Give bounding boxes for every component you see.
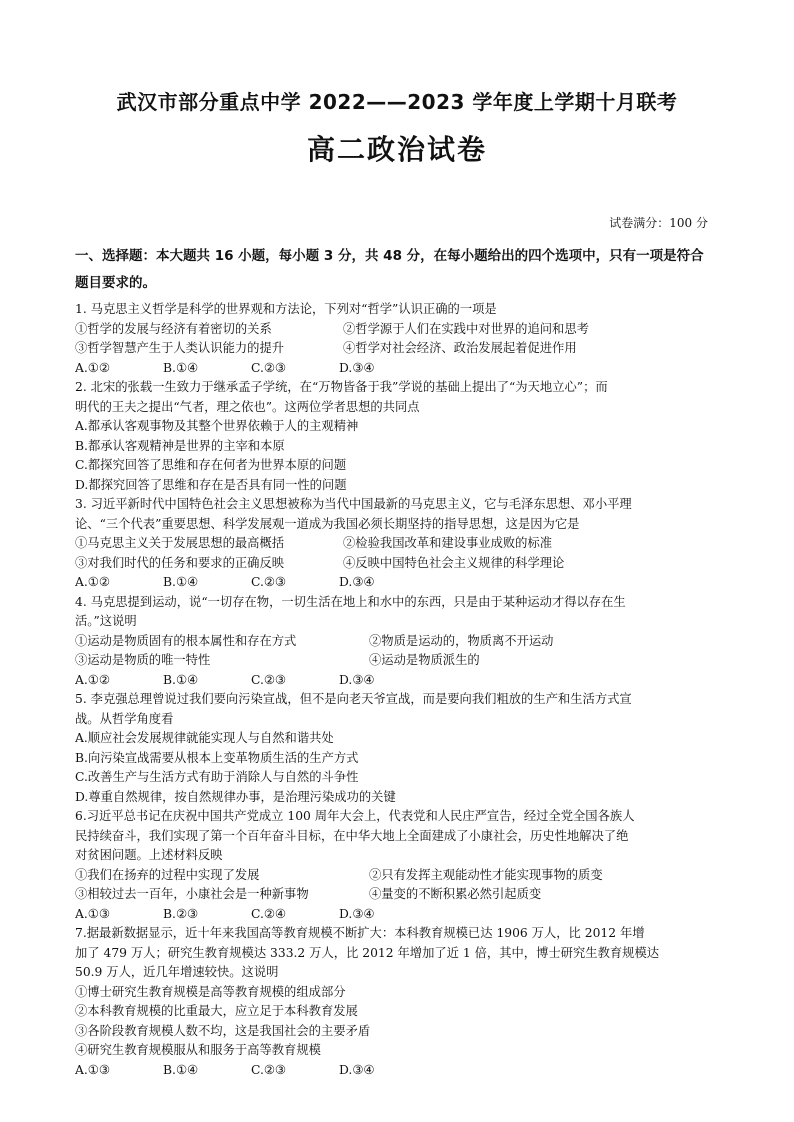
- question-6-stem-line-2: 民持续奋斗，我们实现了第一个百年奋斗目标，在中华大地上全面建成了小康社会，历史性地解决了绝: [75, 828, 629, 843]
- q5-option-d: D.尊重自然规律，按自然规律办事，是治理污染成功的关键: [75, 789, 396, 804]
- question-7-stem-line-3: 50.9 万人，近几年增速较快。这说明: [75, 965, 279, 979]
- q4-option-d: D.③④: [339, 672, 375, 687]
- question-6-statements-row-1: [75, 866, 725, 886]
- question-1-options: [75, 359, 725, 379]
- section-heading-line-2: 题目要求的。: [75, 275, 156, 291]
- q3-option-b: B.①④: [163, 575, 198, 589]
- q3-statement-1: ①马克思主义关于发展思想的最高概括: [75, 536, 285, 550]
- q7-option-d: D.③④: [339, 1062, 375, 1077]
- q1-statement-4: ④哲学对社会经济、政治发展起着促进作用: [343, 341, 577, 355]
- q1-option-c: C.②③: [251, 360, 286, 375]
- q6-statement-2: ②只有发挥主观能动性才能实现事物的质变: [369, 867, 603, 882]
- q2-option-a: A.都承认客观事物及其整个世界依赖于人的主观精神: [75, 419, 359, 433]
- q2-option-c: C.都探究回答了思维和存在何者为世界本原的问题: [75, 458, 347, 472]
- question-4-statements-row-1: [75, 632, 725, 652]
- q7-option-b: B.①④: [163, 1062, 198, 1077]
- question-3-options: [75, 573, 725, 593]
- q4-statement-2: ②物质是运动的，物质离不开运动: [369, 633, 554, 648]
- q1-statement-2: ②哲学源于人们在实践中对世界的追问和思考: [343, 321, 589, 336]
- q7-option-c: C.②③: [251, 1062, 286, 1077]
- q7-statement-1: ①博士研究生教育规模是高等教育规模的组成部分: [75, 984, 346, 999]
- q6-statement-4: ④量变的不断积累必然引起质变: [369, 887, 542, 901]
- q1-option-b: B.①④: [163, 360, 198, 375]
- q6-option-d: D.③④: [339, 906, 375, 921]
- q4-statement-4: ④运动是物质派生的: [369, 653, 480, 667]
- q3-option-c: C.②③: [251, 575, 286, 589]
- question-6-statements-row-2: [75, 885, 725, 905]
- q1-option-a: A.①②: [75, 360, 110, 375]
- q1-option-d: D.③④: [339, 360, 375, 375]
- q1-statement-3: ③哲学智慧产生于人类认识能力的提升: [75, 341, 285, 355]
- q2-option-d: D.都探究回答了思维和存在是否具有同一性的问题: [75, 477, 347, 492]
- q3-option-a: A.①②: [75, 575, 110, 589]
- question-3-stem-line-2: 论、“三个代表”重要思想、科学发展观一道成为我国必须长期坚持的指导思想，这是因为它是: [75, 516, 580, 531]
- exam-title: 武汉市部分重点中学 2022——2023 学年度上学期十月联考: [116, 90, 678, 114]
- question-5-stem-line-2: 战。从哲学角度看: [75, 711, 174, 726]
- q4-option-c: C.②③: [251, 672, 286, 687]
- q3-statement-3: ③对我们时代的任务和要求的正确反映: [75, 555, 285, 570]
- question-6-stem-line-1: 6.习近平总书记在庆祝中国共产党成立 100 周年大会上，代表党和人民庄严宣告，经过全党全国各族人: [75, 809, 635, 823]
- full-score-note: 试卷满分：100 分: [609, 216, 708, 230]
- q7-statement-4: ④研究生教育规模服从和服务于高等教育规模: [75, 1043, 321, 1057]
- q5-option-c: C.改善生产与生活方式有助于消除人与自然的斗争性: [75, 770, 359, 784]
- q3-option-d: D.③④: [339, 575, 375, 589]
- question-7-stem-line-2: 加了 479 万人；研究生教育规模达 333.2 万人，比 2012 年增加了近 1 倍，其中，博士研究生教育规模达: [75, 945, 660, 960]
- q6-option-b: B.②③: [163, 906, 198, 921]
- question-5-stem-line-1: 5. 李克强总理曾说过我们要向污染宣战，但不是向老天爷宣战，而是要向我们粗放的生产和生活方式宣: [75, 692, 632, 706]
- q1-statement-1: ①哲学的发展与经济有着密切的关系: [75, 321, 272, 336]
- q6-option-c: C.②④: [251, 906, 286, 921]
- q2-option-b: B.都承认客观精神是世界的主宰和本原: [75, 438, 285, 453]
- q4-statement-3: ③运动是物质的唯一特性: [75, 653, 211, 667]
- q5-option-b: B.向污染宣战需要从根本上变革物质生活的生产方式: [75, 750, 359, 765]
- q5-option-a: A.顺应社会发展规律就能实现人与自然和谐共处: [75, 731, 334, 745]
- question-3-statements-row-1: [75, 534, 725, 554]
- question-2-stem-line-2: 明代的王夫之提出“气者，理之依也”。这两位学者思想的共同点: [75, 399, 420, 414]
- exam-subtitle: 高二政治试卷: [306, 133, 487, 166]
- question-6-options: [75, 905, 725, 925]
- q4-option-b: B.①④: [163, 672, 198, 687]
- q7-option-a: A.①③: [75, 1062, 110, 1077]
- question-1-statements-row-2: [75, 339, 725, 359]
- q6-option-a: A.①③: [75, 906, 110, 921]
- question-3-statements-row-2: [75, 554, 725, 574]
- question-6-stem-line-3: 对贫困问题。上述材料反映: [75, 848, 223, 862]
- q7-statement-2: ②本科教育规模的比重最大，应立足于本科教育发展: [75, 1004, 358, 1018]
- section-heading-line-1: 一、选择题：本大题共 16 小题，每小题 3 分，共 48 分，在每小题给出的四个选项中，只有一项是符合: [75, 248, 704, 264]
- questions: [75, 300, 725, 1080]
- question-2-stem-line-1: 2. 北宋的张载一生致力于继承孟子学统，在“万物皆备于我”学说的基础上提出了“为天地立心”；而: [75, 380, 608, 394]
- question-4-stem-line-2: 活。”这说明: [75, 614, 137, 628]
- q4-option-a: A.①②: [75, 672, 110, 687]
- question-4-options: [75, 671, 725, 691]
- question-1-statements-row-1: [75, 320, 725, 340]
- q7-statement-3: ③各阶段教育规模人数不均，这是我国社会的主要矛盾: [75, 1023, 371, 1038]
- question-1-stem: 1. 马克思主义哲学是科学的世界观和方法论，下列对“哲学”认识正确的一项是: [75, 302, 497, 316]
- question-7-options: [75, 1061, 725, 1081]
- q3-statement-4: ④反映中国特色社会主义规律的科学理论: [343, 555, 565, 570]
- question-7-stem-line-1: 7.据最新数据显示，近十年来我国高等教育规模不断扩大：本科教育规模已达 1906 万人，比 2012 年增: [75, 926, 645, 940]
- question-4-stem-line-1: 4. 马克思提到运动，说“一切存在物，一切生活在地上和水中的东西，只是由于某种运动才得以存在生: [75, 594, 626, 609]
- question-3-stem-line-1: 3. 习近平新时代中国特色社会主义思想被称为当代中国最新的马克思主义，它与毛泽东思想、邓小平理: [75, 497, 632, 511]
- q3-statement-2: ②检验我国改革和建设事业成败的标准: [343, 536, 553, 550]
- question-4-statements-row-2: [75, 651, 725, 671]
- section-heading: [75, 243, 725, 297]
- q6-statement-3: ③相较过去一百年，小康社会是一种新事物: [75, 887, 309, 901]
- q4-statement-1: ①运动是物质固有的根本属性和存在方式: [75, 633, 297, 648]
- q6-statement-1: ①我们在扬弃的过程中实现了发展: [75, 867, 260, 882]
